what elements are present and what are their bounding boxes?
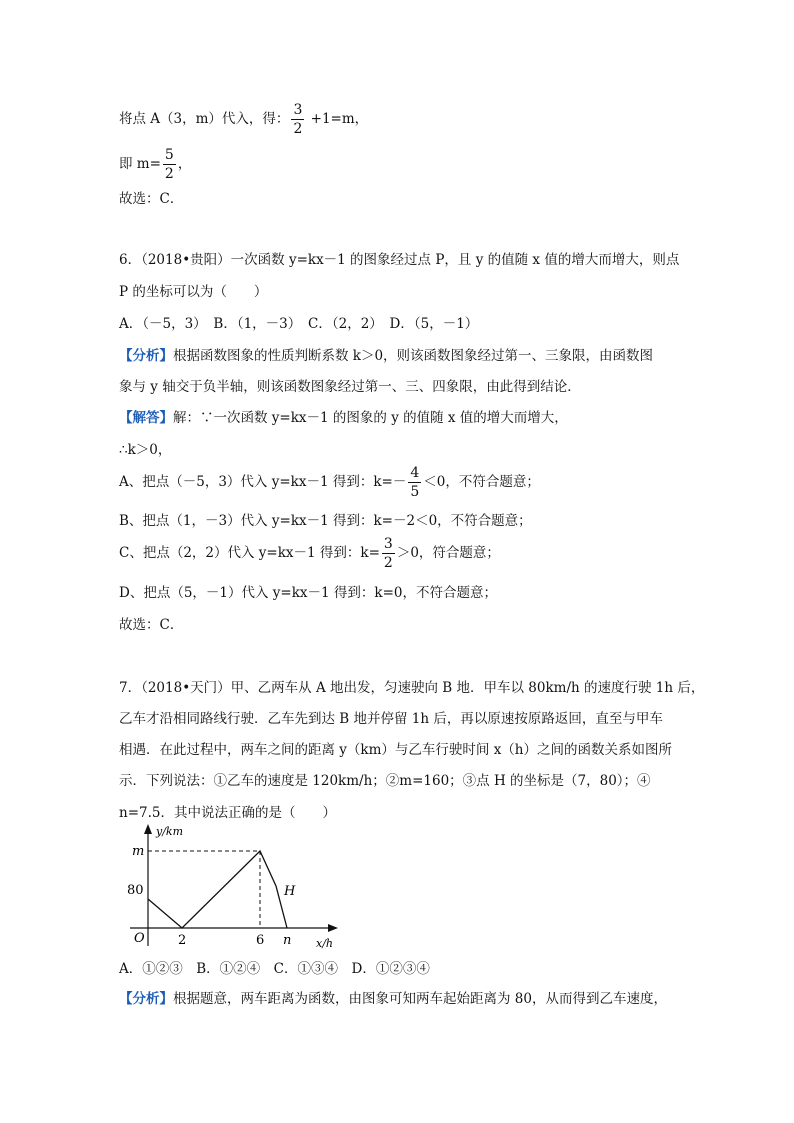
origin-label: O xyxy=(134,931,145,946)
q6-stem-line2: P 的坐标可以为（ ） xyxy=(119,284,268,300)
substitution-line: 将点 A（3，m）代入，得： $\frac{3}{2}$ +1=m， xyxy=(119,102,369,137)
analysis-tag: 【分析】 xyxy=(119,348,173,364)
distance-time-graph xyxy=(112,822,342,952)
q6-solution-line1: 【解答】解：∵一次函数 y=kx－1 的图象的 y 的值随 x 值的增大而增大， xyxy=(119,410,568,426)
q6-answer: 故选：C． xyxy=(119,617,184,633)
m-tick-label: m xyxy=(132,844,145,859)
q7-stem-line1: 7．（2018•天门）甲、乙两车从 A 地出发，匀速驶向 B 地．甲车以 80km/h 的速度行驶 1h 后， xyxy=(119,680,705,696)
q6-option-b-line: B、把点（1，－3）代入 y=kx－1 得到：k=－2＜0，不符合题意； xyxy=(119,513,532,529)
q6-analysis-line2: 象与 y 轴交于负半轴，则该函数图象经过第一、三、四象限，由此得到结论． xyxy=(119,379,581,395)
q6-option-c-line: C、把点（2，2）代入 y=kx－1 得到：k= $\frac{3}{2}$ ＞0，符合题意； xyxy=(119,536,500,571)
y80-tick-label: 80 xyxy=(127,883,144,898)
q6-option-a-line: A、把点（－5，3）代入 y=kx－1 得到：k=－ $\frac{4}{5}$ ＜0，不符合题意； xyxy=(119,465,540,500)
h-point-label: H xyxy=(284,884,296,899)
fraction-4-5: $\frac{4}{5}$ xyxy=(410,465,420,500)
q7-options: A．①②③ B．①②④ C．①③④ D．①②③④ xyxy=(119,961,430,977)
q7-analysis-line1: 【分析】根据题意，两车距离为函数，由图象可知两车起始距离为 80，从而得到乙车速度， xyxy=(119,991,667,1007)
q6-options: A．（－5，3） B．（1，－3） C．（2，2） D．（5，－1） xyxy=(119,316,479,332)
x2-tick-label: 2 xyxy=(178,933,187,948)
q7-stem-line2: 乙车才沿相同路线行驶．乙车先到达 B 地并停留 1h 后，再以原速按原路返回，直至与甲车 xyxy=(119,711,663,727)
fraction-5-2: $\frac{5}{2}$ xyxy=(164,147,174,182)
x6-tick-label: 6 xyxy=(256,933,265,948)
fraction-3-2: $\frac{3}{2}$ xyxy=(293,102,303,137)
q7-stem-line5: n=7.5．其中说法正确的是（ ） xyxy=(119,805,336,821)
x-axis-arrow-icon xyxy=(328,924,338,932)
q7-stem-line4: 示．下列说法：①乙车的速度是 120km/h；②m=160；③点 H 的坐标是（7，80）；④ xyxy=(119,773,651,789)
solution-tag: 【解答】 xyxy=(119,410,173,426)
q6-stem-line1: 6．（2018•贵阳）一次函数 y=kx－1 的图象经过点 P，且 y 的值随 x 值的增大而增大，则点 xyxy=(119,252,680,268)
fraction-3-2-c: $\frac{3}{2}$ xyxy=(383,536,393,571)
q7-stem-line3: 相遇．在此过程中，两车之间的距离 y（km）与乙车行驶时间 x（h）之间的函数关系如图所 xyxy=(119,742,672,758)
prev-answer: 故选：C． xyxy=(119,191,184,207)
y-axis-arrow-icon xyxy=(144,824,152,834)
m-value-line: 即 m= $\frac{5}{2}$ ， xyxy=(119,147,192,182)
n-tick-label: n xyxy=(283,933,292,948)
y-axis-label: y/km xyxy=(156,825,184,838)
q6-analysis-line1: 【分析】根据函数图象的性质判断系数 k＞0，则该函数图象经过第一、三象限，由函数图 xyxy=(119,348,654,364)
analysis-tag: 【分析】 xyxy=(119,991,173,1007)
x-axis-label: x/h xyxy=(316,937,333,950)
q6-solution-line2: ∴k＞0， xyxy=(119,442,172,458)
q6-option-d-line: D、把点（5，－1）代入 y=kx－1 得到：k=0，不符合题意； xyxy=(119,585,497,601)
function-line xyxy=(148,851,287,928)
